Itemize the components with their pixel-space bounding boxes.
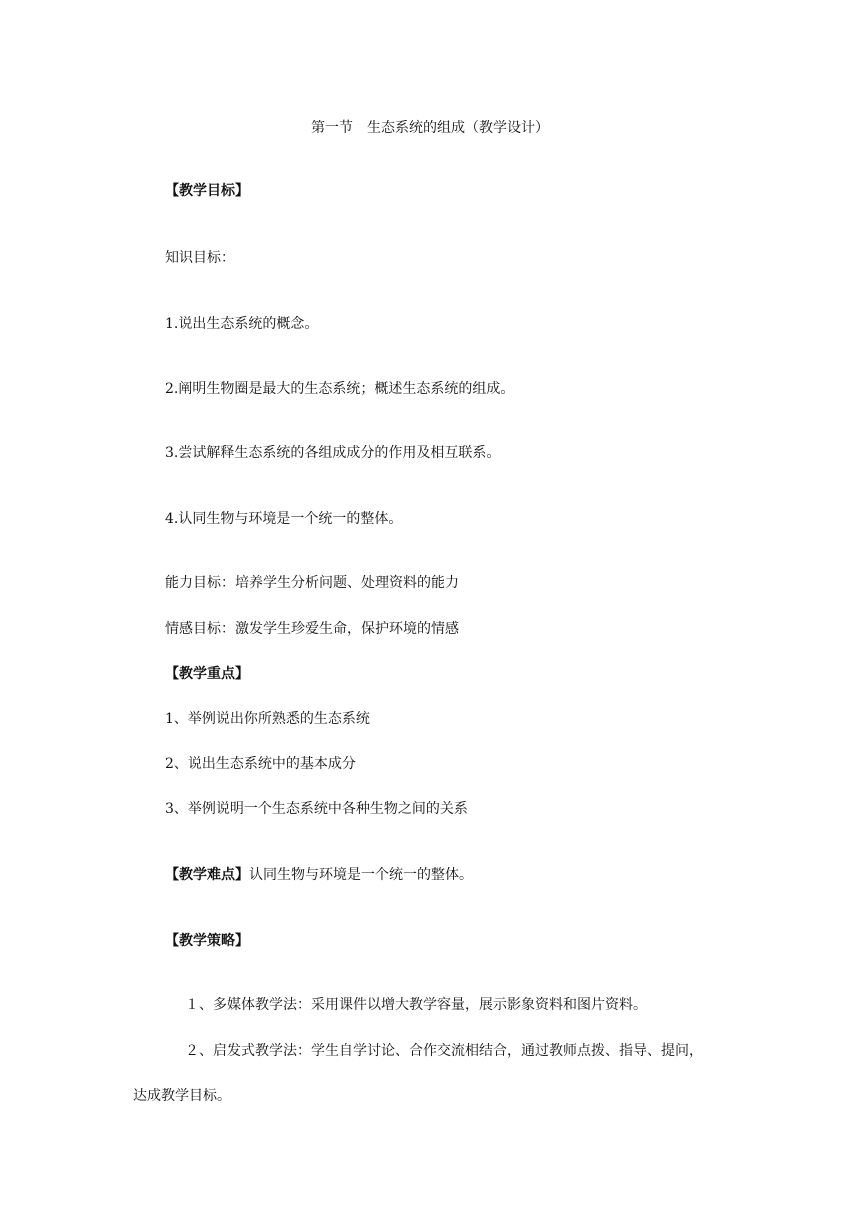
difficulty-line bbox=[165, 865, 473, 885]
strategy-item: ２、启发式教学法：学生自学讨论、合作交流相结合，通过教师点拨、指导、提问， bbox=[185, 1043, 703, 1059]
strategy-heading: 【教学策略】 bbox=[165, 933, 249, 949]
knowledge-objectives-label: 知识目标： bbox=[165, 250, 235, 266]
objective-item: 2.阐明生物圈是最大的生态系统；概述生态系统的组成。 bbox=[165, 381, 515, 397]
objective-item: 3.尝试解释生态系统的各组成成分的作用及相互联系。 bbox=[165, 445, 501, 461]
difficulty-text: 认同生物与环境是一个统一的整体。 bbox=[249, 867, 473, 883]
ability-objective: 能力目标：培养学生分析问题、处理资料的能力 bbox=[165, 575, 459, 591]
difficulty-heading: 【教学难点】 bbox=[165, 867, 249, 883]
objective-item: 4.认同生物与环境是一个统一的整体。 bbox=[165, 511, 403, 527]
page-title: 第一节 生态系统的组成（教学设计） bbox=[311, 120, 549, 136]
strategy-item: １、多媒体教学法：采用课件以增大教学容量，展示影象资料和图片资料。 bbox=[185, 997, 647, 1013]
objectives-heading: 【教学目标】 bbox=[165, 183, 249, 199]
objective-item: 1.说出生态系统的概念。 bbox=[165, 316, 319, 332]
key-points-heading: 【教学重点】 bbox=[165, 666, 249, 682]
key-point-item: 1、举例说出你所熟悉的生态系统 bbox=[165, 711, 370, 727]
emotion-objective: 情感目标：激发学生珍爱生命，保护环境的情感 bbox=[165, 621, 459, 637]
key-point-item: 3、举例说明一个生态系统中各种生物之间的关系 bbox=[165, 801, 468, 817]
strategy-item-continued: 达成教学目标。 bbox=[133, 1088, 231, 1104]
key-point-item: 2、说出生态系统中的基本成分 bbox=[165, 756, 356, 772]
